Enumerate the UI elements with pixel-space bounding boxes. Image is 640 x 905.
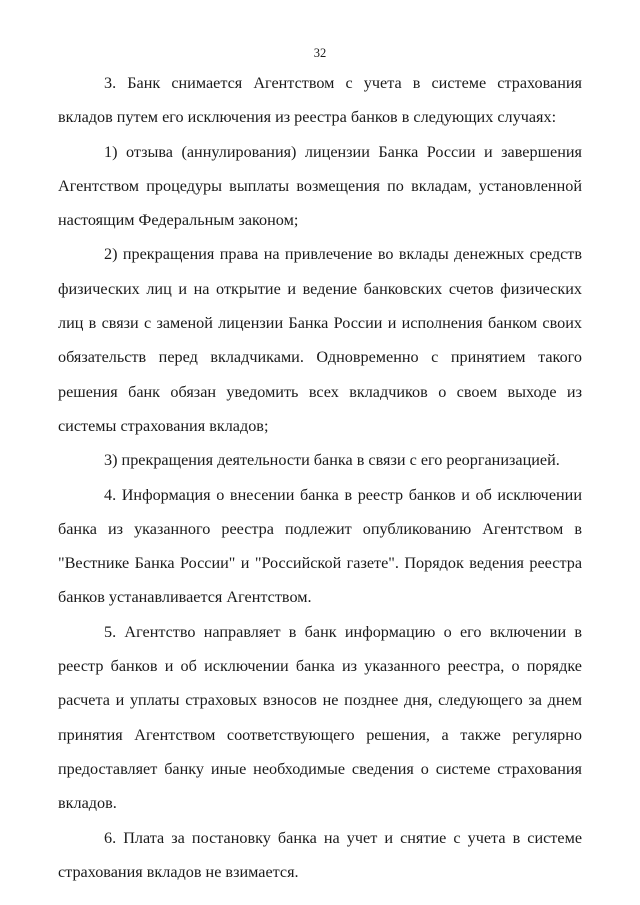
paragraph-clause-3: 3. Банк снимается Агентством с учета в системе страхования вкладов путем его исключения из реестра банков в следующих случаях: <box>58 74 582 127</box>
paragraph-item-3: 3) прекращения деятельности банка в связи с его реорганизацией. <box>104 451 560 470</box>
paragraph-item-1: 1) отзыва (аннулирования) лицензии Банка России и завершения Агентством процедуры выплаты возмещения по вкладам, установленной настоящим Федеральным законом; <box>58 142 582 230</box>
paragraph-clause-5: 5. Агентство направляет в банк информацию о его включении в реестр банков и об исключении банка из указанного реестра, о порядке расчета и уплаты страховых взносов не позднее дня, следующего за днем принятия Агентством соответствующего решения, а также регулярно предоставляет банку иные необходимые сведения о системе страхования вкладов. <box>58 622 582 813</box>
page-number: 32 <box>313 46 327 60</box>
paragraph-item-2: 2) прекращения права на привлечение во вклады денежных средств физических лиц и на открытие и ведение банковских счетов физических лиц в связи с заменой лицензии Банка России и исполнения банком своих обязательств перед вкладчиками. Одновременно с принятием такого решения банк обязан уведомить всех вкладчиков о своем выходе из системы страхования вкладов; <box>58 245 582 435</box>
paragraph-clause-6: 6. Плата за постановку банка на учет и снятие с учета в системе страхования вкладов не взимается. <box>58 828 582 881</box>
paragraph-clause-4: 4. Информация о внесении банка в реестр банков и об исключении банка из указанного реестра подлежит опубликованию Агентством в "Вестнике Банка России" и "Российской газете". Порядок ведения реестра банков устанавливается Агентством. <box>58 485 582 607</box>
document-body <box>58 66 582 889</box>
